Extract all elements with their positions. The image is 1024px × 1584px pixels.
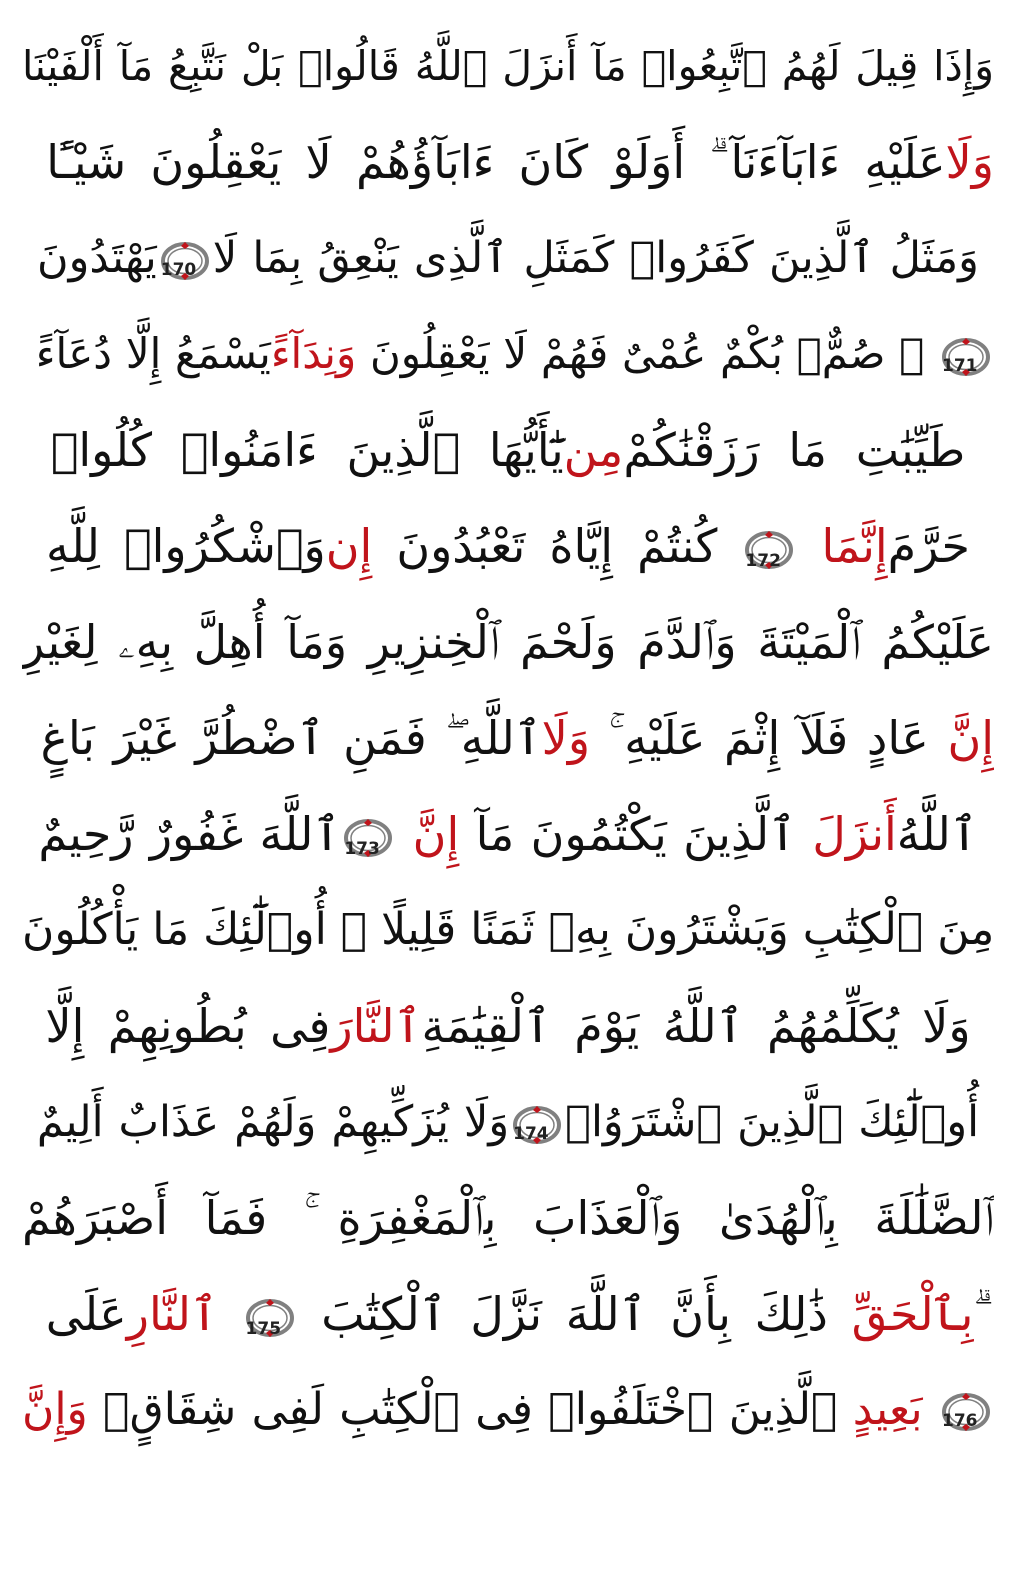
tajweed-highlight-word: إِن <box>325 519 373 573</box>
ayah-number: 176 <box>942 1411 978 1431</box>
text-line-4 <box>22 306 994 402</box>
verse-text: ٱللَّهِ ۖ فَمَنِ ٱضْطُرَّ غَيْرَ بَاغٍ <box>22 711 542 765</box>
verse-text: عَادٍ فَلَآ إِثْمَ عَلَيْهِ ۚ <box>590 711 948 765</box>
tajweed-highlight-word: وَلَا <box>945 135 994 189</box>
verse-text: طَيِّبَٰتِ مَا رَزَقْنَٰكُمْ <box>623 423 994 477</box>
verse-text: عَلَيْكُمُ ٱلْمَيْتَةَ وَٱلدَّمَ وَلَحْمَ ٱلْخِنزِيرِ وَمَآ أُهِلَّ بِهِۦ لِغَيْرِ <box>22 615 994 669</box>
tajweed-highlight-word: وَإِنَّ <box>22 1384 88 1435</box>
text-line-14 <box>22 1266 994 1362</box>
verse-text: ذَٰلِكَ بِأَنَّ ٱللَّهَ نَزَّلَ ٱلْكِتَٰبَ <box>297 1287 852 1341</box>
text-line-10 <box>22 882 994 978</box>
verse-text: عَلَى <box>22 1287 127 1341</box>
text-line-11 <box>22 978 994 1074</box>
verse-text: وَلَا يُكَلِّمُهُمُ ٱللَّهُ يَوْمَ ٱلْقِيَٰمَةِ <box>421 999 994 1053</box>
text-line-1 <box>22 18 994 114</box>
verse-text: كُنتُمْ إِيَّاهُ تَعْبُدُونَ <box>372 519 742 573</box>
tajweed-highlight-word: بِٱلْحَقِّ <box>851 1287 974 1341</box>
verse-text: فِى بُطُونِهِمْ إِلَّا <box>22 999 331 1053</box>
ayah-number: 171 <box>942 355 978 376</box>
tajweed-highlight-word: وَلَا <box>541 711 591 765</box>
tajweed-highlight-word: بَعِيدٍ <box>852 1384 923 1435</box>
tajweed-highlight-word: ٱلنَّارِ <box>126 1287 218 1341</box>
tajweed-highlight-word: إِنَّ <box>412 807 460 861</box>
text-line-7 <box>22 594 994 690</box>
ayah-number: 170 <box>160 259 197 280</box>
verse-text: وَإِذَا قِيلَ لَهُمُ ٱتَّبِعُوا۟ مَآ أَنزَلَ ٱللَّهُ قَالُوا۟ بَلْ نَتَّبِعُ مَآ أَلْفَيْنَا <box>22 42 994 90</box>
verse-text: حَرَّمَ <box>887 519 994 573</box>
verse-text <box>396 807 412 861</box>
verse-text: وَٱشْكُرُوا۟ لِلَّهِ <box>22 519 326 573</box>
verse-text <box>923 1384 938 1435</box>
ayah-marker-icon <box>161 241 209 281</box>
text-line-9 <box>22 786 994 882</box>
verse-text: وَلَا يُزَكِّيهِمْ وَلَهُمْ عَذَابٌ أَلِيمٌ <box>22 1097 510 1147</box>
verse-text: عَلَيْهِ ءَابَآءَنَآ ۗ أَوَلَوْ كَانَ ءَابَآؤُهُمْ لَا يَعْقِلُونَ شَيْـًٔا <box>22 135 946 189</box>
verse-text: يَسْمَعُ إِلَّا دُعَآءً <box>22 329 271 378</box>
verse-text: أُو۟لَٰٓئِكَ ٱلَّذِينَ ٱشْتَرَوُا۟ <box>565 1097 994 1147</box>
tajweed-highlight-word: وَنِدَآءً <box>270 329 357 378</box>
ayah-number: 173 <box>344 838 380 859</box>
ayah-marker-icon <box>745 530 793 570</box>
verse-text: وَمَثَلُ ٱلَّذِينَ كَفَرُوا۟ كَمَثَلِ ٱلَّذِى يَنْعِقُ بِمَا لَا <box>212 233 994 283</box>
ayah-marker-icon <box>513 1105 561 1145</box>
ayah-marker-icon <box>246 1298 294 1338</box>
text-line-12 <box>22 1074 994 1170</box>
text-line-5 <box>22 402 994 498</box>
text-line-13 <box>22 1170 994 1266</box>
verse-text: ۚ صُمٌّۢ بُكْمٌ عُمْىٌ فَهُمْ لَا يَعْقِلُونَ <box>356 329 938 378</box>
ayah-number: 175 <box>245 1318 282 1339</box>
ayah-number: 172 <box>745 550 781 571</box>
ayah-marker-icon <box>942 1392 990 1432</box>
tajweed-highlight-word: إِنَّ <box>947 711 994 765</box>
text-line-3 <box>22 210 994 306</box>
verse-text: ٱلضَّلَٰلَةَ بِٱلْهُدَىٰ وَٱلْعَذَابَ بِٱلْمَغْفِرَةِ ۚ فَمَآ أَصْبَرَهُمْ <box>22 1191 994 1245</box>
verse-text: يَهْتَدُونَ <box>22 233 157 283</box>
verse-text: ٱلَّذِينَ يَكْتُمُونَ مَآ <box>459 807 813 861</box>
text-line-2 <box>22 114 994 210</box>
tajweed-highlight-word: مِن <box>563 423 624 477</box>
verse-text: ۗ <box>973 1287 994 1341</box>
text-line-6 <box>22 498 994 594</box>
verse-text: ٱلَّذِينَ ٱخْتَلَفُوا۟ فِى ٱلْكِتَٰبِ لَفِى شِقَاقٍۭ <box>87 1384 853 1435</box>
ayah-number: 174 <box>513 1123 549 1144</box>
text-line-15 <box>22 1362 994 1458</box>
ayah-marker-icon <box>344 818 392 858</box>
verse-text: يَٰٓأَيُّهَا ٱلَّذِينَ ءَامَنُوا۟ كُلُوا۟ <box>22 423 564 477</box>
verse-text <box>218 1287 242 1341</box>
tajweed-highlight-word: ٱلنَّارَ <box>330 999 422 1053</box>
text-line-8 <box>22 690 994 786</box>
tajweed-highlight-word: أَنزَلَ <box>812 807 897 861</box>
verse-text: ٱللَّهَ غَفُورٌ رَّحِيمٌ <box>22 807 341 861</box>
verse-text: ٱللَّهُ <box>896 807 994 861</box>
verse-text <box>797 519 821 573</box>
ayah-marker-icon <box>942 337 990 377</box>
verse-text: مِنَ ٱلْكِتَٰبِ وَيَشْتَرُونَ بِهِۦ ثَمَنًا قَلِيلًا ۙ أُو۟لَٰٓئِكَ مَا يَأْكُلُونَ <box>22 904 994 955</box>
tajweed-highlight-word: إِنَّمَا <box>821 519 888 573</box>
